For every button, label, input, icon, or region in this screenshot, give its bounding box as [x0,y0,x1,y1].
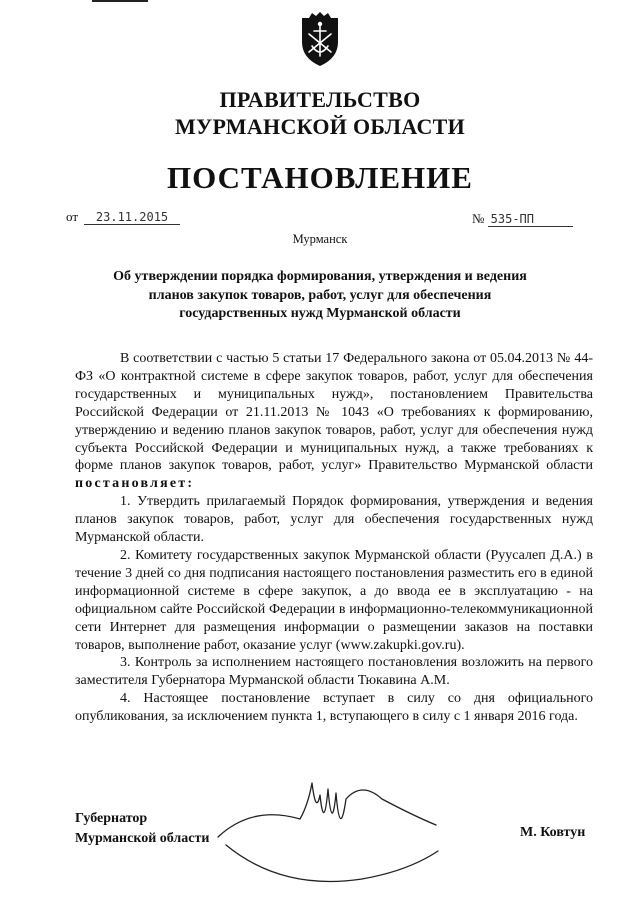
signatory-position-line2: Мурманской области [75,831,210,846]
preamble-paragraph [75,350,593,493]
subject-line: Об утверждении порядка формирования, утверждения и ведения [113,269,527,284]
handwritten-signature [212,775,452,895]
date-prefix: от [66,209,79,224]
number-prefix: № [472,211,485,226]
subject-line: государственных нужд Мурманской области [179,306,461,322]
signatory-position [75,809,209,849]
decree-subject [100,268,540,324]
decree-body [75,350,593,726]
subject-line: планов закупок товаров, работ, услуг для обеспечения [148,287,492,303]
document-type-heading: ПОСТАНОВЛЕНИЕ [167,160,473,195]
government-title-line2: МУРМАНСКОЙ ОБЛАСТИ [174,114,466,139]
decree-item: 2. Комитету государственных закупок Мурманской области (Руусалеп Д.А.) в течение 3 дней со дня подписания настоящего постановления разместить его в единой информационной системе в сфере закупок, а до ввода ее в эксплуатацию - на официальном сайте Российской Федерации в информационно-телекоммуникационной сети Интернет для размещения информации о размещении заказов на поставки товаров, выполнение работ, оказание услуг (www.zakupki.gov.ru). [75,547,593,653]
government-title [0,86,640,140]
decree-item: 3. Контроль за исполнением настоящего постановления возложить на первого заместителя Губернатора Мурманской области Тюкавина А.М. [75,655,593,689]
decree-item: 4. Настоящее постановление вступает в силу со дня официального опубликования, за исключением пункта 1, вступающего в силу с 1 января 2016 года. [75,691,593,725]
government-title-line1: ПРАВИТЕЛЬСТВО [219,87,421,112]
decree-item: 1. Утвердить прилагаемый Порядок формирования, утверждения и ведения планов закупок товаров, работ, услуг для обеспечения государственных нужд Мурманской области. [75,494,593,546]
signatory-position-line1: Губернатор [75,811,148,826]
date-value: 23.11.2015 [84,210,180,225]
city-name: Мурманск [292,232,348,246]
signatory-name: М. Ковтун [520,825,586,840]
resolves-word: постановляет: [75,476,195,492]
preamble-text: В соответствии с частью 5 статьи 17 Федерального закона от 05.04.2013 № 44-ФЗ «О контрактной системе в сфере закупок товаров, работ, услуг для обеспечения государственных и муниципальных нужд», постановлением Правительства Российской Федерации от 21.11.2013 № 1043 «О требованиях к формированию, утверждению и ведению планов закупок товаров, работ, услуг для обеспечения нужд субъекта Российской Федерации и муниципальных нужд, а также требованиях к форме планов закупок товаров, работ, услуг» Правительство Мурманской области [75,351,593,474]
number-value: 535-ПП [488,212,573,227]
decree-number [472,211,573,227]
top-edge-line [92,0,148,2]
decree-date [66,209,180,225]
coat-of-arms-emblem [300,12,340,68]
